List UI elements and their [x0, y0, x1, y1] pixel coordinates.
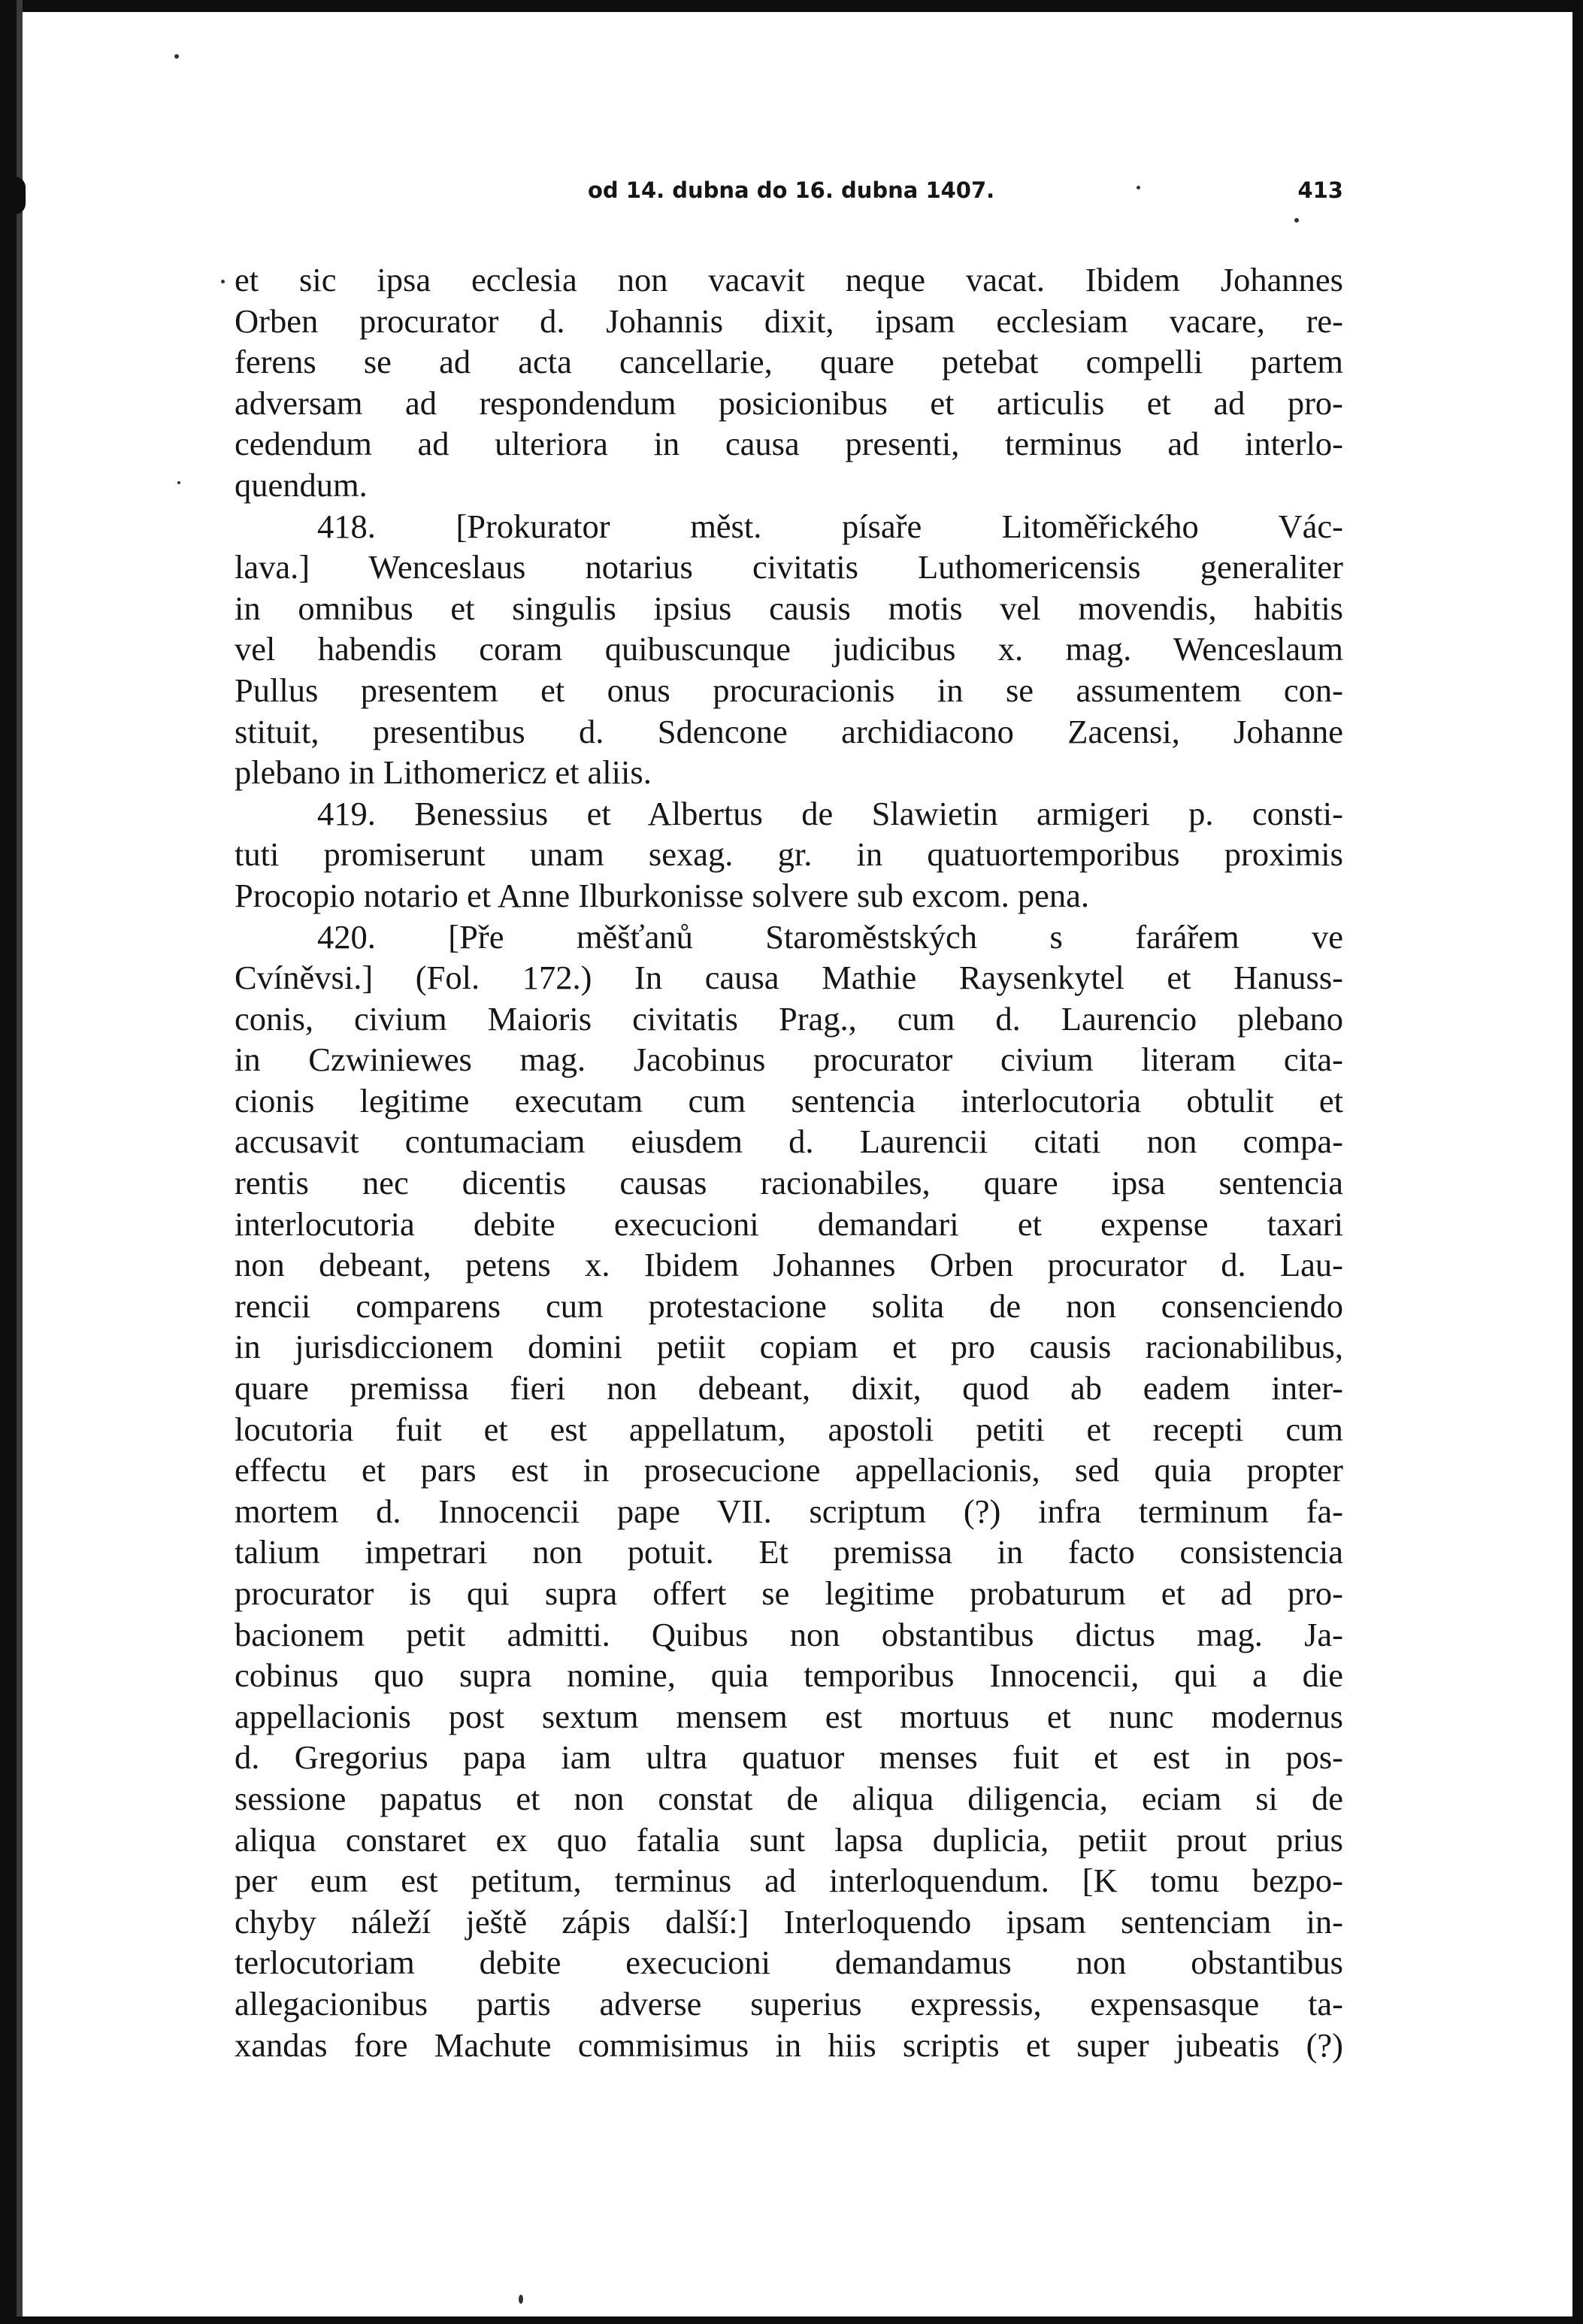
text-line: stituit, presentibus d. Sdencone archidiacono Zacensi, Johanne [235, 712, 1343, 750]
text-line: bacionem petit admitti. Quibus non obstantibus dictus mag. Ja- [235, 1615, 1343, 1653]
text-line: talium impetrari non potuit. Et premissa in facto consistencia [235, 1533, 1343, 1571]
text-line: non debeant, petens x. Ibidem Johannes Orben procurator d. Lau- [235, 1246, 1343, 1284]
text-line: lava.] Wenceslaus notarius civitatis Luthomericensis generaliter [235, 548, 1343, 586]
page-header [235, 177, 1343, 215]
text-line: rencii comparens cum protestacione solita de non consenciendo [235, 1286, 1343, 1325]
text-line: quare premissa fieri non debeant, dixit, quod ab eadem inter- [235, 1369, 1343, 1407]
text-line: in omnibus et singulis ipsius causis motis vel movendis, habitis [235, 589, 1343, 627]
text-line: interlocutoria debite execucioni demandari et expense taxari [235, 1204, 1343, 1243]
text-line: terlocutoriam debite execucioni demandamus non obstantibus [235, 1944, 1343, 1982]
text-line: in Czwiniewes mag. Jacobinus procurator civium literam cita- [235, 1041, 1343, 1079]
text-line: tuti promiserunt unam sexag. gr. in quatuortemporibus proximis [235, 835, 1343, 874]
text-line: plebano in Lithomericz et aliis. [235, 753, 652, 792]
text-line: aliqua constaret ex quo fatalia sunt lapsa duplicia, petiit prout prius [235, 1820, 1343, 1859]
text-line: sessione papatus et non constat de aliqua diligencia, eciam si de [235, 1779, 1343, 1817]
scan-edge-right [1572, 0, 1583, 2324]
text-line: locutoria fuit et est appellatum, apostoli petiti et recepti cum [235, 1410, 1343, 1448]
text-line: chyby náleží ještě zápis další:] Interloquendo ipsam sentenciam in- [235, 1902, 1343, 1941]
text-line: appellacionis post sextum mensem est mortuus et nunc modernus [235, 1697, 1343, 1735]
text-line: d. Gregorius papa iam ultra quatuor menses fuit et est in pos- [235, 1738, 1343, 1777]
scan-speck [174, 54, 179, 59]
text-line: rentis nec dicentis causas racionabiles, quare ipsa sentencia [235, 1164, 1343, 1202]
text-line: cobinus quo supra nomine, quia temporibus Innocencii, qui a die [235, 1656, 1343, 1695]
scan-speck [177, 481, 180, 484]
text-line: Procopio notario et Anne Ilburkonisse solvere sub excom. pena. [235, 876, 1089, 914]
text-line: vel habendis coram quibuscunque judicibus x. mag. Wenceslaum [235, 630, 1343, 668]
text-line: in jurisdiccionem domini petiit copiam et pro causis racionabilibus, [235, 1328, 1343, 1366]
scan-binding-notch [5, 177, 26, 214]
text-line: mortem d. Innocencii pape VII. scriptum (?) infra terminum fa- [235, 1492, 1343, 1530]
scan-speck [519, 2295, 523, 2304]
text-line: 420. [Pře měšťanů Staroměstských s farářem ve [317, 917, 1343, 956]
text-line: Pullus presentem et onus procuracionis in se assumentem con- [235, 671, 1343, 709]
scan-speck [1294, 218, 1299, 223]
text-line: 419. Benessius et Albertus de Slawietin armigeri p. consti- [317, 794, 1343, 832]
text-line: adversam ad respondendum posicionibus et articulis et ad pro- [235, 383, 1343, 422]
running-title: od 14. dubna do 16. dubna 1407. [588, 177, 995, 203]
scan-speck [221, 280, 225, 283]
text-line: xandas fore Machute commisimus in hiis scriptis et super jubeatis (?) [235, 2026, 1343, 2064]
scan-edge-left-shadow [17, 0, 23, 2324]
text-line: quendum. [235, 465, 368, 504]
scan-edge-left [0, 0, 17, 2324]
text-line: Orben procurator d. Johannis dixit, ipsam ecclesiam vacare, re- [235, 301, 1343, 340]
scan-edge-bottom [0, 2316, 1583, 2324]
text-line: per eum est petitum, terminus ad interloquendum. [K tomu bezpo- [235, 1862, 1343, 1900]
text-line: conis, civium Maioris civitatis Prag., cum d. Laurencio plebano [235, 999, 1343, 1038]
text-line: ferens se ad acta cancellarie, quare petebat compelli partem [235, 343, 1343, 381]
text-line: cionis legitime executam cum sentencia interlocutoria obtulit et [235, 1081, 1343, 1120]
text-line: effectu et pars est in prosecucione appellacionis, sed quia propter [235, 1451, 1343, 1489]
text-line: accusavit contumaciam eiusdem d. Laurencii citati non compa- [235, 1123, 1343, 1161]
text-line: 418. [Prokurator měst. písaře Litoměřického Vác- [317, 507, 1343, 545]
page-number: 413 [1297, 177, 1343, 203]
text-line: et sic ipsa ecclesia non vacavit neque vacat. Ibidem Johannes [235, 261, 1343, 298]
scan-edge-top [0, 0, 1583, 12]
text-line: allegacionibus partis adverse superius expressis, expensasque ta- [235, 1984, 1343, 2023]
body-text [235, 259, 1343, 2065]
text-line: procurator is qui supra offert se legitime probaturum et ad pro- [235, 1574, 1343, 1612]
text-line: Cvíněvsi.] (Fol. 172.) In causa Mathie Raysenkytel et Hanuss- [235, 959, 1343, 997]
text-line: cedendum ad ulteriora in causa presenti, terminus ad interlo- [235, 425, 1343, 463]
